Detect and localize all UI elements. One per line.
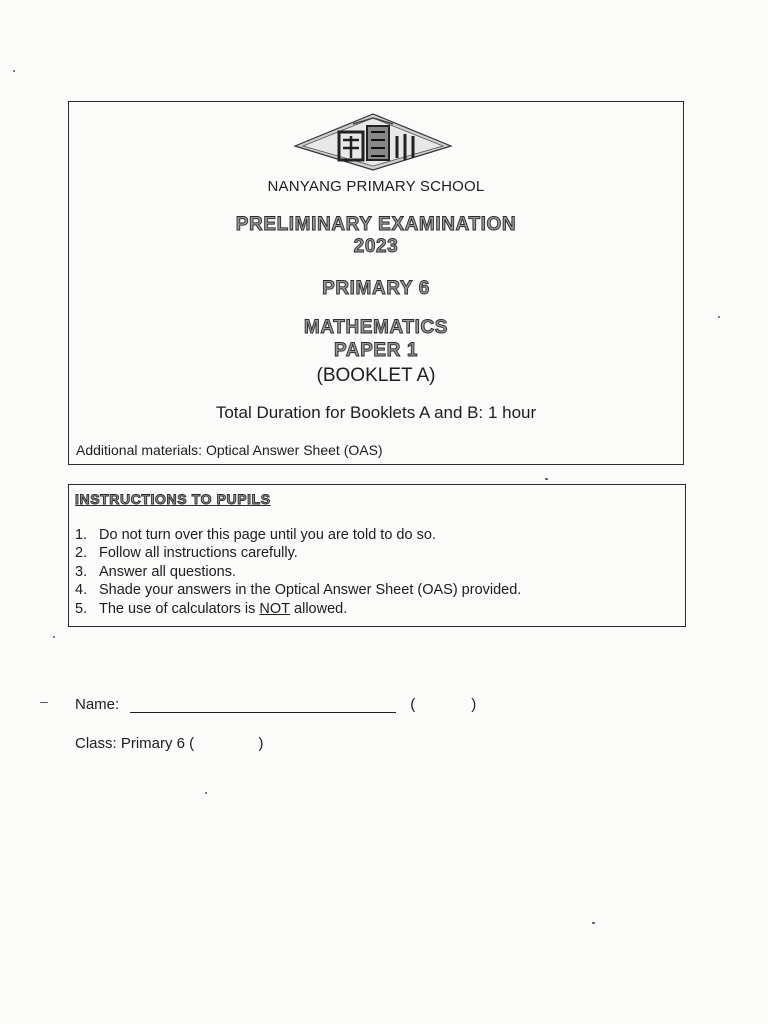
instructions-list (75, 526, 521, 618)
class-label: Class: Primary 6 ( (75, 735, 195, 752)
name-row (75, 696, 476, 713)
item-text: Do not turn over this page until you are told to do so. (99, 527, 436, 543)
instructions-panel (68, 484, 686, 627)
list-item (75, 563, 521, 581)
item-text-before: The use of calculators is (99, 600, 256, 617)
list-item (75, 544, 521, 562)
subject-title: MATHEMATICS (303, 317, 449, 338)
item-number: 4. (75, 582, 88, 599)
item-number: 5. (75, 600, 88, 617)
item-number: 2. (75, 545, 88, 562)
duration-text: Total Duration for Booklets A and B: 1 hour (215, 403, 537, 422)
list-item (75, 526, 521, 544)
materials-text: Additional materials: Optical Answer Sheet (OAS) (76, 442, 383, 458)
item-text: Shade your answers in the Optical Answer Sheet (OAS) provided. (99, 582, 522, 599)
scan-speck (718, 316, 720, 318)
name-field[interactable] (130, 696, 396, 713)
item-text: Follow all instructions carefully. (99, 545, 298, 562)
list-item (75, 581, 521, 599)
scan-speck (592, 922, 595, 924)
item-number: 1. (75, 527, 88, 543)
index-open-paren: ( (410, 696, 416, 713)
booklet-title: (BOOKLET A) (316, 365, 436, 386)
exam-year: 2023 (353, 236, 399, 257)
school-name: NANYANG PRIMARY SCHOOL (267, 178, 485, 195)
emphasis-not: NOT (259, 600, 290, 617)
class-close-paren: ) (258, 735, 264, 752)
list-item (75, 600, 521, 618)
name-label: Name: (75, 696, 120, 713)
instructions-heading: INSTRUCTIONS TO PUPILS (75, 491, 271, 507)
index-close-paren: ) (471, 696, 477, 713)
item-number: 3. (75, 563, 88, 580)
scan-speck (13, 70, 15, 72)
scan-speck (205, 792, 207, 794)
item-text (99, 600, 347, 618)
scan-speck (545, 478, 548, 480)
paper-title: PAPER 1 (333, 340, 419, 361)
scan-speck (40, 702, 48, 703)
level-title: PRIMARY 6 (322, 278, 430, 299)
cover-panel (68, 101, 684, 465)
item-text-after: allowed. (294, 600, 348, 617)
school-crest-icon (293, 110, 453, 174)
item-text: Answer all questions. (99, 563, 237, 580)
scan-speck (53, 636, 55, 638)
exam-title: PRELIMINARY EXAMINATION (235, 214, 517, 235)
class-row (75, 735, 264, 752)
